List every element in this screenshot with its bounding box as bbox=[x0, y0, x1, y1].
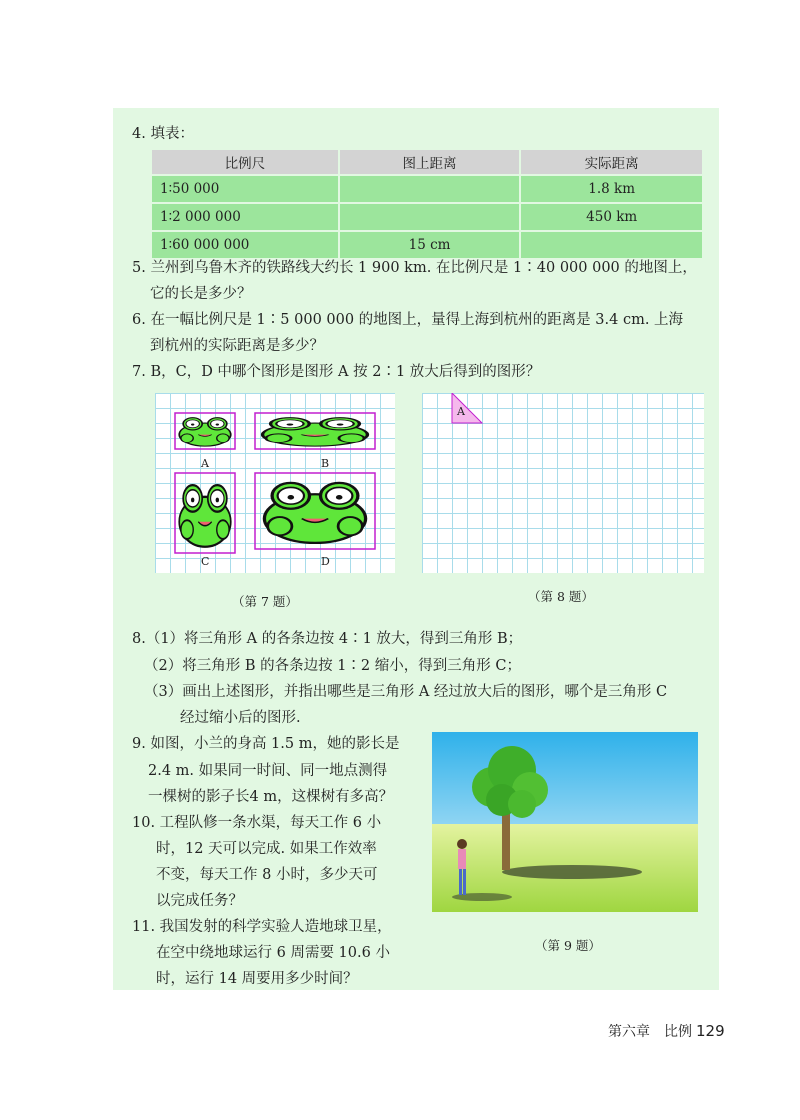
table-row bbox=[152, 175, 702, 203]
q8-part3-line1: （3）画出上述图形，并指出哪些是三角形 A 经过放大后的图形，哪个是三角形 C bbox=[144, 684, 668, 700]
q6-line2: 到杭州的实际距离是多少？ bbox=[150, 338, 324, 354]
table-cell-map bbox=[339, 203, 521, 231]
q9-caption: （第 9 题） bbox=[535, 938, 601, 953]
q10-line: 10. 工程队修一条水渠，每天工作 6 小 bbox=[132, 815, 382, 831]
table-header-row bbox=[152, 150, 702, 175]
q9-line: 一棵树的影子长4 m，这棵树有多高？ bbox=[148, 789, 394, 805]
q7-frogs-figure bbox=[155, 393, 395, 573]
frog-label-a: A bbox=[201, 457, 209, 470]
page-footer bbox=[608, 1021, 725, 1041]
table-cell-scale: 1∶60 000 000 bbox=[152, 231, 339, 258]
page-number: 129 bbox=[696, 1022, 725, 1040]
chapter-title: 第六章 比例 bbox=[608, 1024, 692, 1040]
table-cell-real: 1.8 km bbox=[520, 175, 702, 203]
q9-line: 9. 如图，小兰的身高 1.5 m，她的影长是 bbox=[132, 736, 400, 752]
q8-triangle-figure bbox=[422, 393, 704, 573]
table-header: 实际距离 bbox=[520, 150, 702, 175]
table-cell-scale: 1∶50 000 bbox=[152, 175, 339, 203]
q8-part3-line2: 经过缩小后的图形. bbox=[180, 710, 301, 726]
q10-line: 不变，每天工作 8 小时，多少天可 bbox=[156, 867, 378, 883]
q7-caption: （第 7 题） bbox=[232, 594, 298, 609]
q8-part2: （2）将三角形 B 的各条边按 1∶2 缩小，得到三角形 C； bbox=[144, 658, 521, 674]
q11-line: 11. 我国发射的科学实验人造地球卫星， bbox=[132, 919, 392, 935]
q8-caption: （第 8 题） bbox=[528, 589, 594, 604]
q5-line2: 它的长是多少？ bbox=[150, 286, 252, 302]
q10-line: 时，12 天可以完成. 如果工作效率 bbox=[156, 841, 377, 857]
q4-label: 4. 填表： bbox=[132, 126, 194, 142]
tree-shadow bbox=[502, 865, 642, 879]
q7-line1: 7. B，C，D 中哪个图形是图形 A 按 2∶1 放大后得到的图形？ bbox=[132, 364, 541, 380]
table-cell-map bbox=[339, 175, 521, 203]
q6-line1: 6. 在一幅比例尺是 1∶5 000 000 的地图上，量得上海到杭州的距离是 3.4 cm. 上海 bbox=[132, 312, 684, 328]
table-cell-real: 450 km bbox=[520, 203, 702, 231]
q11-line: 在空中绕地球运行 6 周需要 10.6 小 bbox=[156, 945, 390, 961]
q11-line: 时，运行 14 周要用多少时间？ bbox=[156, 971, 358, 987]
frog-label-b: B bbox=[321, 457, 330, 470]
q10-line: 以完成任务？ bbox=[156, 893, 243, 909]
frog-label-d: D bbox=[321, 555, 330, 568]
table-row bbox=[152, 231, 702, 258]
table-row bbox=[152, 203, 702, 231]
table-header: 图上距离 bbox=[339, 150, 521, 175]
frog-label-c: C bbox=[201, 555, 210, 568]
scale-table bbox=[152, 150, 702, 258]
q5-line1: 5. 兰州到乌鲁木齐的铁路线大约长 1 900 km. 在比例尺是 1∶40 000 000 的地图上， bbox=[132, 260, 697, 276]
q8-part1: 8.（1）将三角形 A 的各条边按 4∶1 放大，得到三角形 B； bbox=[132, 631, 523, 647]
q9-line: 2.4 m. 如果同一时间、同一地点测得 bbox=[148, 763, 388, 779]
table-header: 比例尺 bbox=[152, 150, 339, 175]
table-cell-map: 15 cm bbox=[339, 231, 521, 258]
table-cell-scale: 1∶2 000 000 bbox=[152, 203, 339, 231]
q9-illustration bbox=[432, 732, 698, 912]
triangle-label: A bbox=[457, 405, 465, 418]
table-cell-real bbox=[520, 231, 702, 258]
